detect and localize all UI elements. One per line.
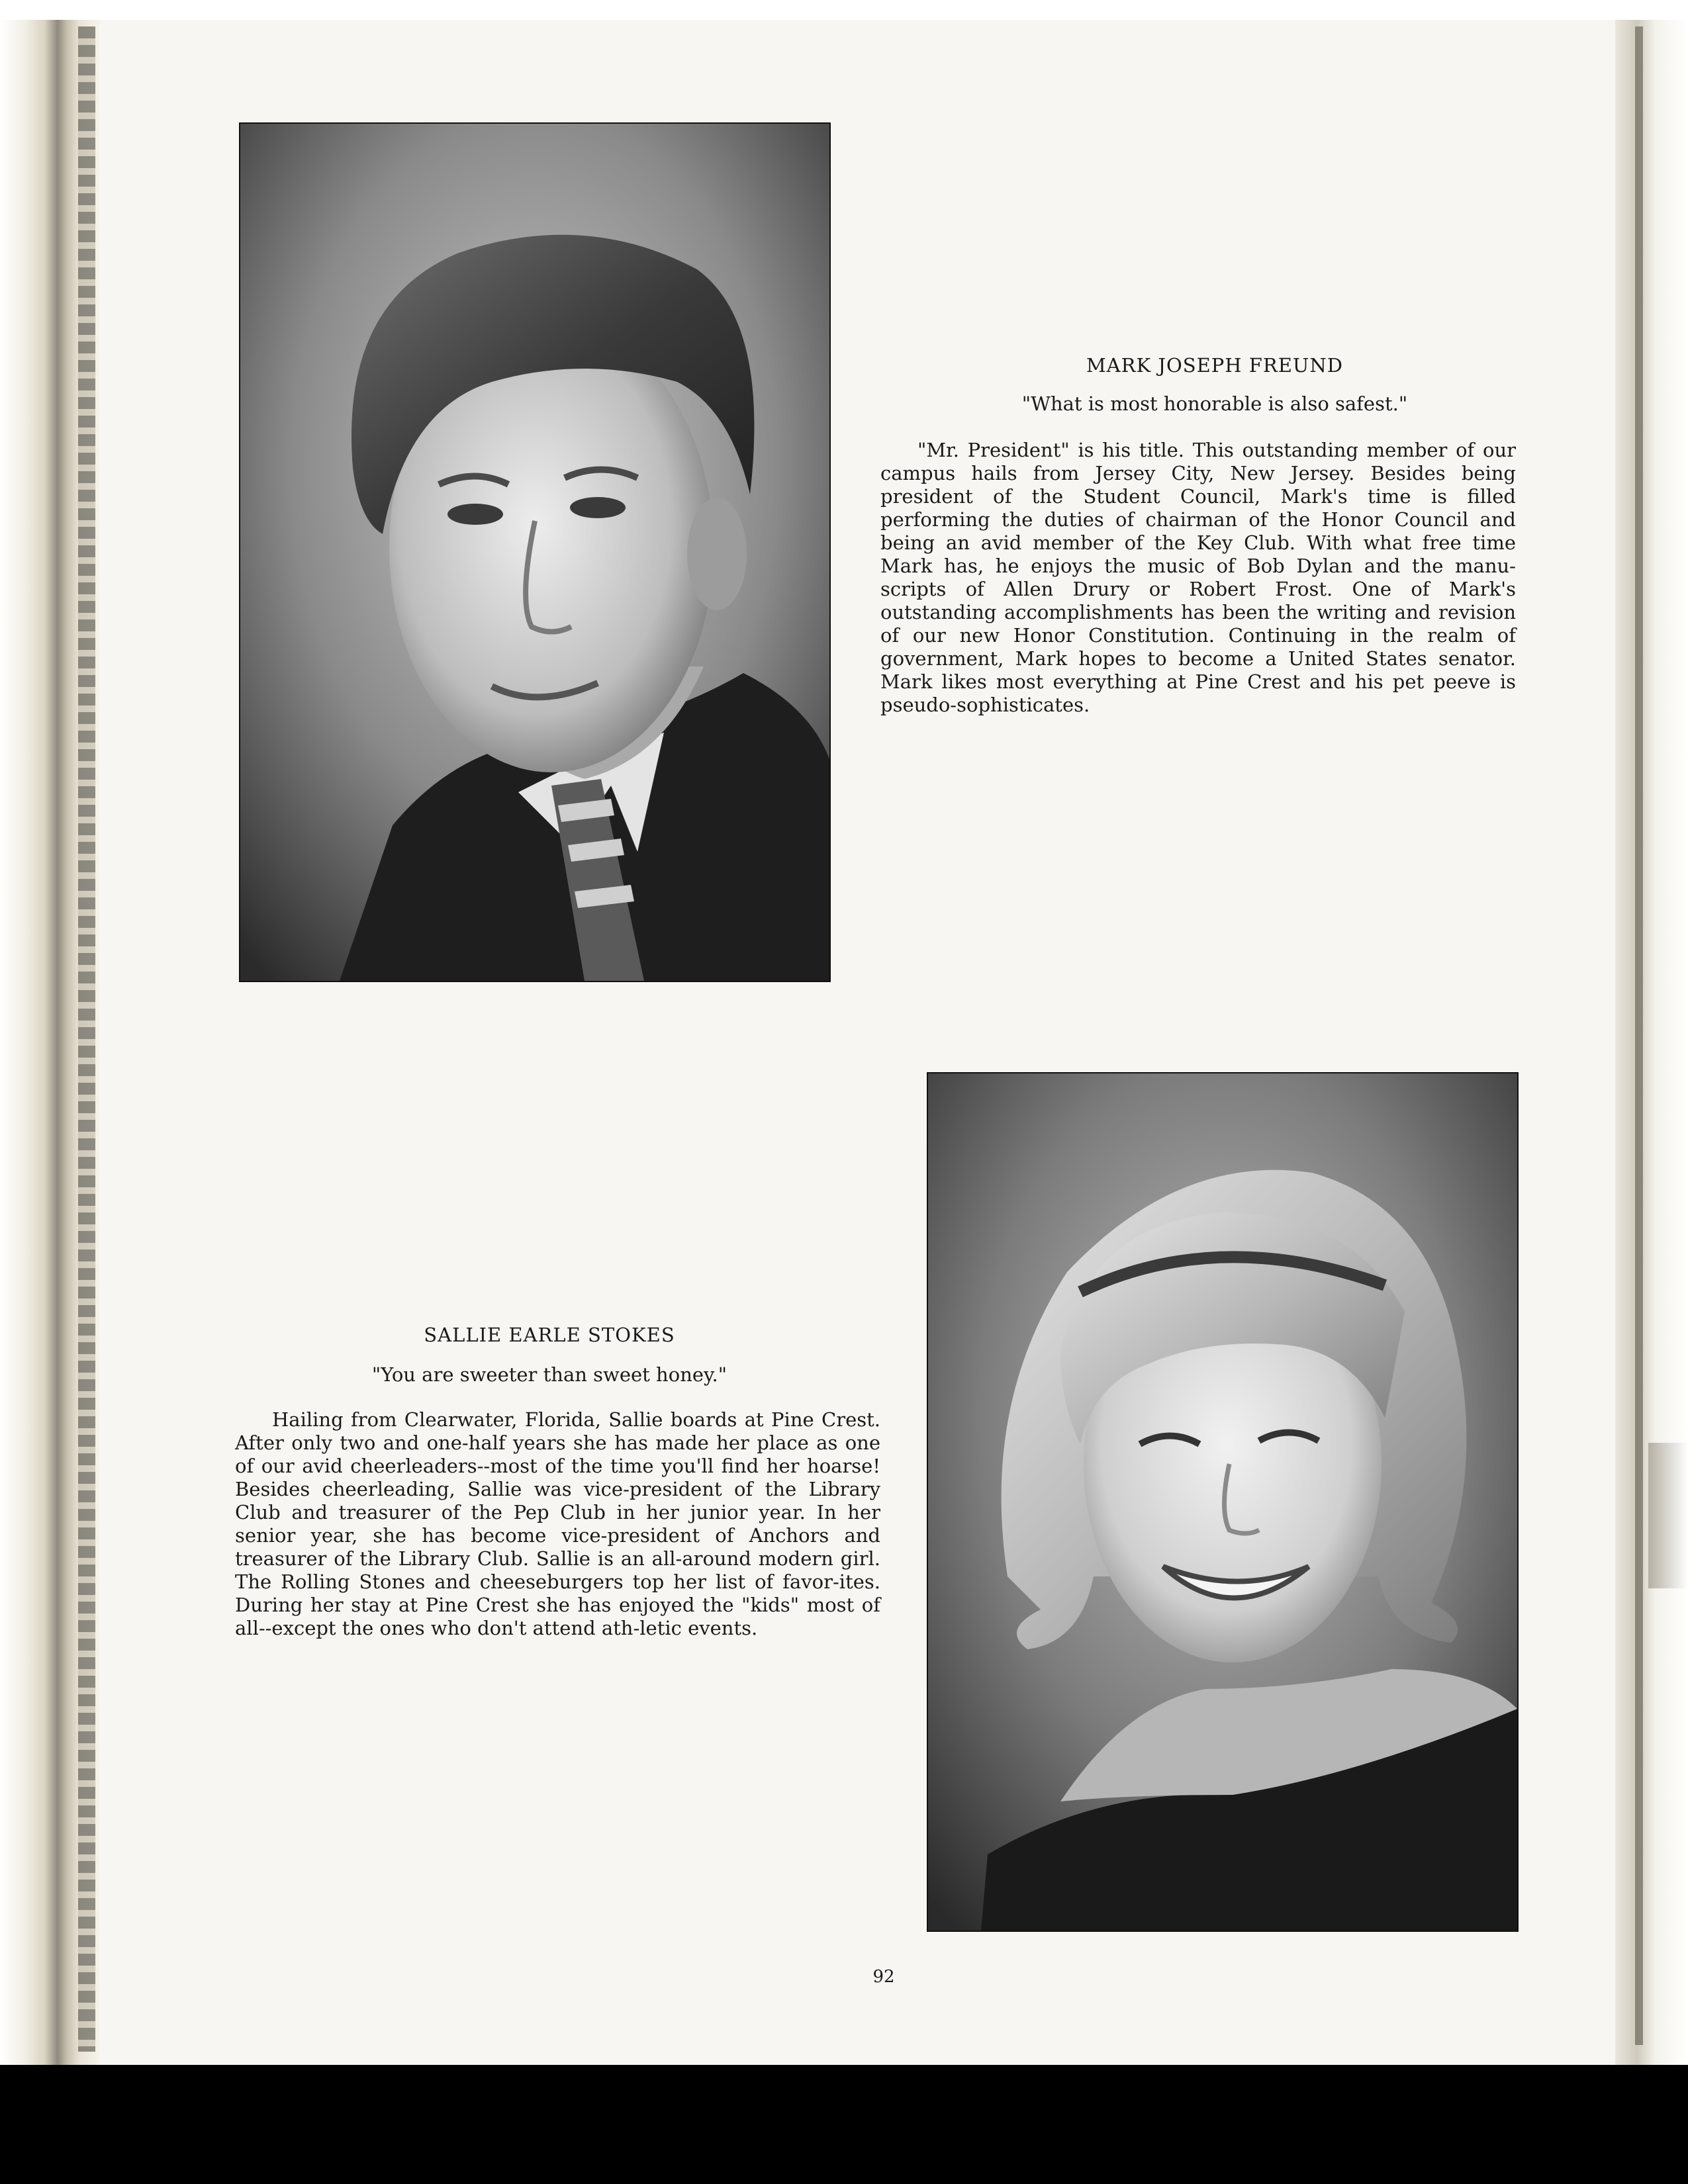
student-bio-sallie-text: Hailing from Clearwater, Florida, Sallie boards at Pine Crest. After only two and one-half years she has made her place as one of our avid cheerleaders--most of the time you'll find her hoarse! Besides cheerleading, Sallie was vice-president of the Library Club and treasurer of the Pep Club in her junior year. In her senior year, she has become vice-president of Anchors and treasurer of the Library Club. Sallie is an all-around modern girl. The Rolling Stones and cheeseburgers top her list of favor-ites. During her stay at Pine Crest she has enjoyed the "kids" most of all--except the ones who don't attend ath-letic events. <box>235 1408 880 1639</box>
student-bio-mark-text: "Mr. President" is his title. This outstanding member of our campus hails from Jersey City, New Jersey. Besides being president of the Student Council, Mark's time is filled performing the duties of chairman of the Honor Council and being an avid member of the Key Club. With what free time Mark has, he enjoys the music of Bob Dylan and the manu-scripts of Allen Drury or Robert Frost. One of Mark's outstanding accomplishments has been the writing and revision of our new Honor Constitution. Continuing in the realm of government, Mark hopes to become a United States senator. Mark likes most everything at Pine Crest and his pet peeve is pseudo-sophisticates. <box>880 439 1516 716</box>
portrait-mark-illustration <box>240 124 829 981</box>
portrait-sallie-illustration <box>928 1073 1517 1931</box>
book-edge-right-tab <box>1648 1443 1688 1588</box>
book-binding-stitch <box>78 26 95 2052</box>
student-name-mark: MARK JOSEPH FREUND <box>1086 354 1343 377</box>
portrait-photo-sallie <box>927 1072 1519 1932</box>
student-bio-sallie <box>235 1408 880 1640</box>
book-edge-right-shadow <box>1635 26 1643 2045</box>
page-number: 92 <box>872 1967 895 1987</box>
student-quote-mark: "What is most honorable is also safest." <box>1021 392 1408 415</box>
student-quote-sallie: "You are sweeter than sweet honey." <box>371 1363 727 1386</box>
scan-bottom-margin <box>0 2065 1688 2184</box>
portrait-photo-mark <box>239 122 831 982</box>
scan-top-margin <box>0 0 1688 20</box>
student-name-sallie: SALLIE EARLE STOKES <box>424 1324 675 1346</box>
book-edge-right <box>1615 20 1688 2065</box>
student-bio-mark <box>880 439 1516 717</box>
